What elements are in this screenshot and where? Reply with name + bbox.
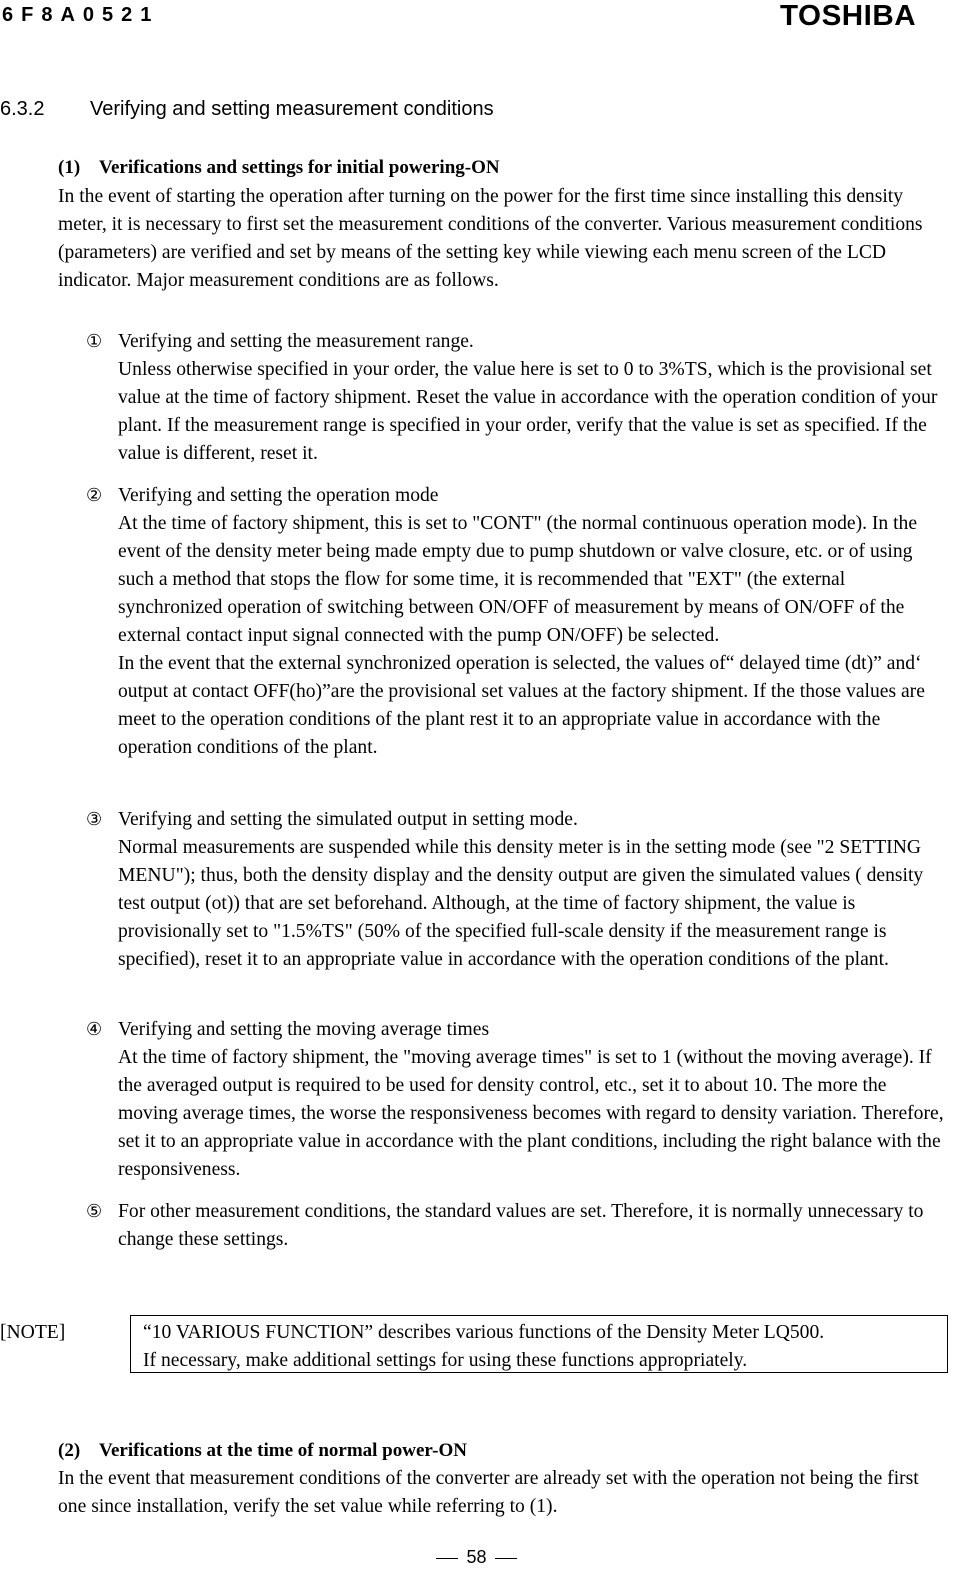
item-2-text-extra: In the event that the external synchronized operation is selected, the values of“ delayed time (dt)” and‘ output at contact OFF(ho)”are the provisional set values at the factory shipment. If the those values are meet to the operation conditions of the plant rest it to an appropriate value in accordance with the operation conditions of the plant. [118, 653, 925, 758]
item-2-marker: ② [86, 485, 103, 506]
item-3-text: Normal measurements are suspended while this density meter is in the setting mode (see "2 SETTING MENU"); thus, both the density display and the density output are given the simulated values ( density test output (ot)) that are set beforehand. Although, at the time of factory shipment, the value is provisionally set to "1.5%TS" (50% of the specified full-scale density if the measurement range is specified), reset it to an appropriate value in accordance with the operation conditions of the plant. [118, 837, 924, 970]
subsection-1-intro: In the event of starting the operation after turning on the power for the first time since installing this density meter, it is necessary to first set the measurement conditions of the converter. Various measurement conditions (parameters) are verified and set by means of the setting key while viewing each menu screen of the LCD indicator. Major measurement conditions are as follows. [58, 186, 923, 291]
subsection-1-title: Verifications and settings for initial powering-ON [99, 157, 500, 178]
subsection-2-title: Verifications at the time of normal power-ON [99, 1440, 467, 1461]
list-item [86, 806, 951, 974]
subsection-1-heading [58, 157, 500, 179]
subsection-2-text: In the event that measurement conditions of the converter are already set with the operation not being the first one since installation, verify the set value while referring to (1). [58, 1468, 919, 1517]
note-box [130, 1315, 948, 1373]
list-item [86, 482, 951, 762]
item-3-marker: ③ [86, 809, 103, 830]
item-4-text: At the time of factory shipment, the "moving average times" is set to 1 (without the moving average). If the averaged output is required to be used for density control, etc., set it to about 10. The more the moving average times, the worse the responsiveness becomes with regard to density variation. Therefore, set it to an appropriate value in accordance with the plant conditions, including the right balance with the responsiveness. [118, 1047, 944, 1180]
list-item [86, 328, 951, 468]
subsection-2-heading [58, 1440, 467, 1462]
list-item [86, 1016, 951, 1184]
subsection-2-number: (2) [58, 1440, 81, 1461]
note-label: [NOTE] [0, 1322, 66, 1343]
document-code: 6F8A0521 [2, 4, 160, 26]
note-line-2: If necessary, make additional settings for using these functions appropriately. [143, 1350, 748, 1371]
item-5-text: For other measurement conditions, the standard values are set. Therefore, it is normally unnecessary to change these settings. [118, 1201, 924, 1250]
item-5-marker: ⑤ [86, 1201, 103, 1222]
item-2-text: At the time of factory shipment, this is set to "CONT" (the normal continuous operation mode). In the event of the density meter being made empty due to pump shutdown or valve closure, etc. or of using such a method that stops the flow for some time, it is recommended that "EXT" (the external synchronized operation of switching between ON/OFF of measurement by means of ON/OFF of the external contact input signal connected with the pump ON/OFF) be selected. [118, 513, 918, 646]
subsection-1-number: (1) [58, 157, 81, 178]
page-dash-left [436, 1558, 458, 1559]
item-4-marker: ④ [86, 1019, 103, 1040]
section-heading [0, 98, 494, 121]
toshiba-logo: TOSHIBA [780, 0, 917, 32]
note-line-1: “10 VARIOUS FUNCTION” describes various functions of the Density Meter LQ500. [143, 1322, 825, 1343]
item-1-text: Unless otherwise specified in your order, the value here is set to 0 to 3%TS, which is the provisional set value at the time of factory shipment. Reset the value in accordance with the operation condition of your plant. If the measurement range is specified in your order, verify that the value is set as specified. If the value is different, reset it. [118, 359, 938, 464]
item-1-marker: ① [86, 331, 103, 352]
item-1-heading: Verifying and setting the measurement range. [118, 331, 474, 352]
item-4-heading: Verifying and setting the moving average times [118, 1019, 490, 1040]
item-3-heading: Verifying and setting the simulated output in setting mode. [118, 809, 578, 830]
page-number-value: 58 [466, 1547, 487, 1567]
list-item [86, 1198, 951, 1254]
page-dash-right [495, 1558, 517, 1559]
section-number: 6.3.2 [0, 98, 45, 120]
section-title: Verifying and setting measurement conditions [90, 98, 494, 120]
page-number [0, 1547, 953, 1568]
item-2-heading: Verifying and setting the operation mode [118, 485, 439, 506]
